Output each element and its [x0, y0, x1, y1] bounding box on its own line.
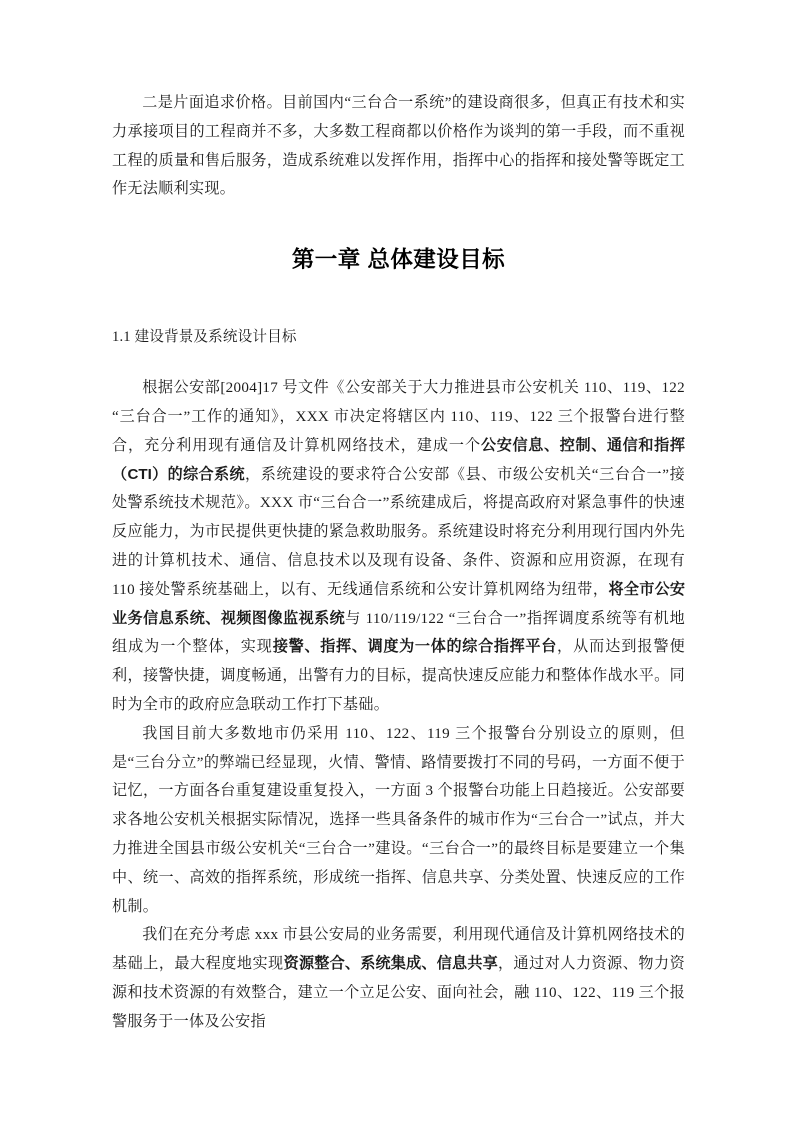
paragraph-1-bold-3: 接警、指挥、调度为一体的综合指挥平台	[272, 638, 557, 656]
section-heading: 1.1 建设背景及系统设计目标	[112, 329, 297, 346]
body-paragraph-3	[112, 921, 685, 1036]
paragraph-3-run-2: ，通过对人力资源、物力资源和技术资源的有效整合，建立一个立足公安、面向社会，融 110、122、119 三个报警服务于一体及公安指	[112, 956, 685, 1030]
chapter-heading: 第一章 总体建设目标	[291, 247, 506, 273]
page-content-column	[112, 0, 685, 1037]
body-paragraph-1	[112, 349, 685, 720]
intro-paragraph: 二是片面追求价格。目前国内“三台合一系统”的建设商很多，但真正有技术和实力承接项目的工程商并不多，大多数工程商都以价格作为谈判的第一手段，而不重视工程的质量和售后服务，造成系统难以发挥作用，指挥中心的指挥和接处警等既定工作无法顺利实现。	[112, 95, 685, 198]
paragraph-1-run-4: ，从而达到报警便利，接警快捷，调度畅通，出警有力的目标，提高快速反应能力和整体作战水平。同时为全市的政府应急联动工作打下基础。	[112, 639, 685, 713]
body-paragraph-2: 我国目前大多数地市仍采用 110、122、119 三个报警台分别设立的原则，但是“三台分立”的弊端已经显现，火情、警情、路情要拨打不同的号码，一方面不便于记忆，一方面各台重复建设重复投入，一方面 3 个报警台功能上日趋接近。公安部要求各地公安机关根据实际情况，选择一些具备条件的城市作为“三台合一”试点，并大力推进全国县市级公安机关“三台合一”建设。“三台合一”的最终目标是要建立一个集中、统一、高效的指挥系统，形成统一指挥、信息共享、分类处置、快速反应的工作机制。	[112, 725, 685, 915]
paragraph-1-bold-2: 将全市公安业务信息系统、视频图像监视系统	[112, 580, 685, 627]
paragraph-3-run-1: 我们在充分考虑 xxx 市县公安局的业务需要，利用现代通信及计算机网络技术的基础上，最大程度地实现	[112, 927, 685, 973]
paragraph-1-bold-1: 公安信息、控制、通信和指挥（CTI）的综合系统	[112, 436, 685, 483]
paragraph-1-run-2: ，系统建设的要求符合公安部《县、市级公安机关“三台合一”接处警系统技术规范》。XXX 市“三台合一”系统建成后，将提高政府对紧急事件的快速反应能力，为市民提供更快捷的紧急救助服务。系统建设时将充分利用现行国内外先进的计算机技术、通信、信息技术以及现有设备、条件、资源和应用资源，在现有 110 接处警系统基础上，以有、无线通信系统和公安计算机网络为纽带，	[112, 466, 685, 598]
paragraph-1-run-1: 根据公安部[2004]17 号文件《公安部关于大力推进县市公安机关 110、119、122 “三台合一”工作的通知》，XXX 市决定将辖区内 110、119、122 三个报警台进行整合，充分利用现有通信及计算机网络技术，建成一个	[112, 380, 685, 454]
paragraph-1-run-3: 与 110/119/122 “三台合一”指挥调度系统等有机地组成为一个整体，实现	[112, 610, 685, 656]
paragraph-3-bold-1: 资源整合、系统集成、信息共享	[283, 955, 498, 973]
